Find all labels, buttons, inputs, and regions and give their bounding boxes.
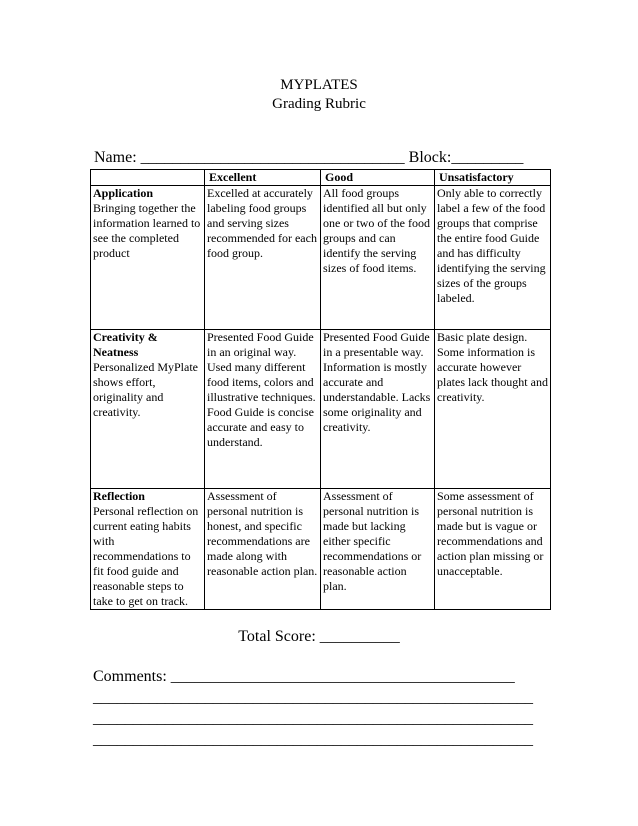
rating-cell-good: All food groups identified all but only one or two of the food groups and can identify the serving sizes of food items. <box>321 186 435 330</box>
criterion-cell <box>91 330 205 489</box>
table-row <box>91 186 551 330</box>
criterion-cell <box>91 489 205 610</box>
criterion-cell <box>91 186 205 330</box>
rating-cell-unsatisfactory: Some assessment of personal nutrition is made but is vague or recommendations and action plan missing or unacceptable. <box>435 489 551 610</box>
header-cell-unsatisfactory: Unsatisfactory <box>435 170 551 186</box>
rating-cell-unsatisfactory: Basic plate design. Some information is accurate however plates lack thought and creativity. <box>435 330 551 489</box>
criterion-description: Personal reflection on current eating habits with recommendations to fit food guide and reasonable steps to take to get on track. <box>93 504 199 608</box>
criterion-title: Reflection <box>93 489 145 503</box>
name-block-line: Name: _________________________________ Block:_________ <box>94 149 524 166</box>
document-title: MYPLATES <box>280 77 358 93</box>
rating-cell-unsatisfactory: Only able to correctly label a few of the food groups that comprise the entire food Guide and has difficulty identifying the serving sizes of the groups labeled. <box>435 186 551 330</box>
rating-cell-excellent: Assessment of personal nutrition is honest, and specific recommendations are made along with reasonable action plan. <box>205 489 321 610</box>
rubric-header-row <box>91 170 551 186</box>
header-cell-good: Good <box>321 170 435 186</box>
comments-blank-line: _______________________________________________________ <box>93 710 533 727</box>
rating-cell-excellent: Presented Food Guide in an original way. Used many different food items, colors and illustrative techniques. Food Guide is concise accurate and easy to understand. <box>205 330 321 489</box>
criterion-title: Application <box>93 186 154 200</box>
criterion-description: Personalized MyPlate shows effort, originality and creativity. <box>93 360 198 419</box>
header-cell-excellent: Excellent <box>205 170 321 186</box>
table-row <box>91 489 551 610</box>
rating-cell-excellent: Excelled at accurately labeling food groups and serving sizes recommended for each food group. <box>205 186 321 330</box>
comments-blank-line: _______________________________________________________ <box>93 689 533 706</box>
document-header <box>0 76 638 114</box>
rubric-table <box>90 169 551 610</box>
rating-cell-good: Assessment of personal nutrition is made but lacking either specific recommendations or reasonable action plan. <box>321 489 435 610</box>
document-subtitle: Grading Rubric <box>272 96 366 112</box>
criterion-description: Bringing together the information learned to see the completed product <box>93 201 201 260</box>
criterion-title: Creativity & Neatness <box>93 330 158 359</box>
header-cell-empty <box>91 170 205 186</box>
comments-section <box>93 665 553 749</box>
comments-blank-line: _______________________________________________________ <box>93 731 533 748</box>
table-row <box>91 330 551 489</box>
total-score-line: Total Score: __________ <box>238 628 400 645</box>
comments-label-line: Comments: ___________________________________________ <box>93 668 515 685</box>
rating-cell-good: Presented Food Guide in a presentable way. Information is mostly accurate and understandable. Lacks some originality and creativity. <box>321 330 435 489</box>
